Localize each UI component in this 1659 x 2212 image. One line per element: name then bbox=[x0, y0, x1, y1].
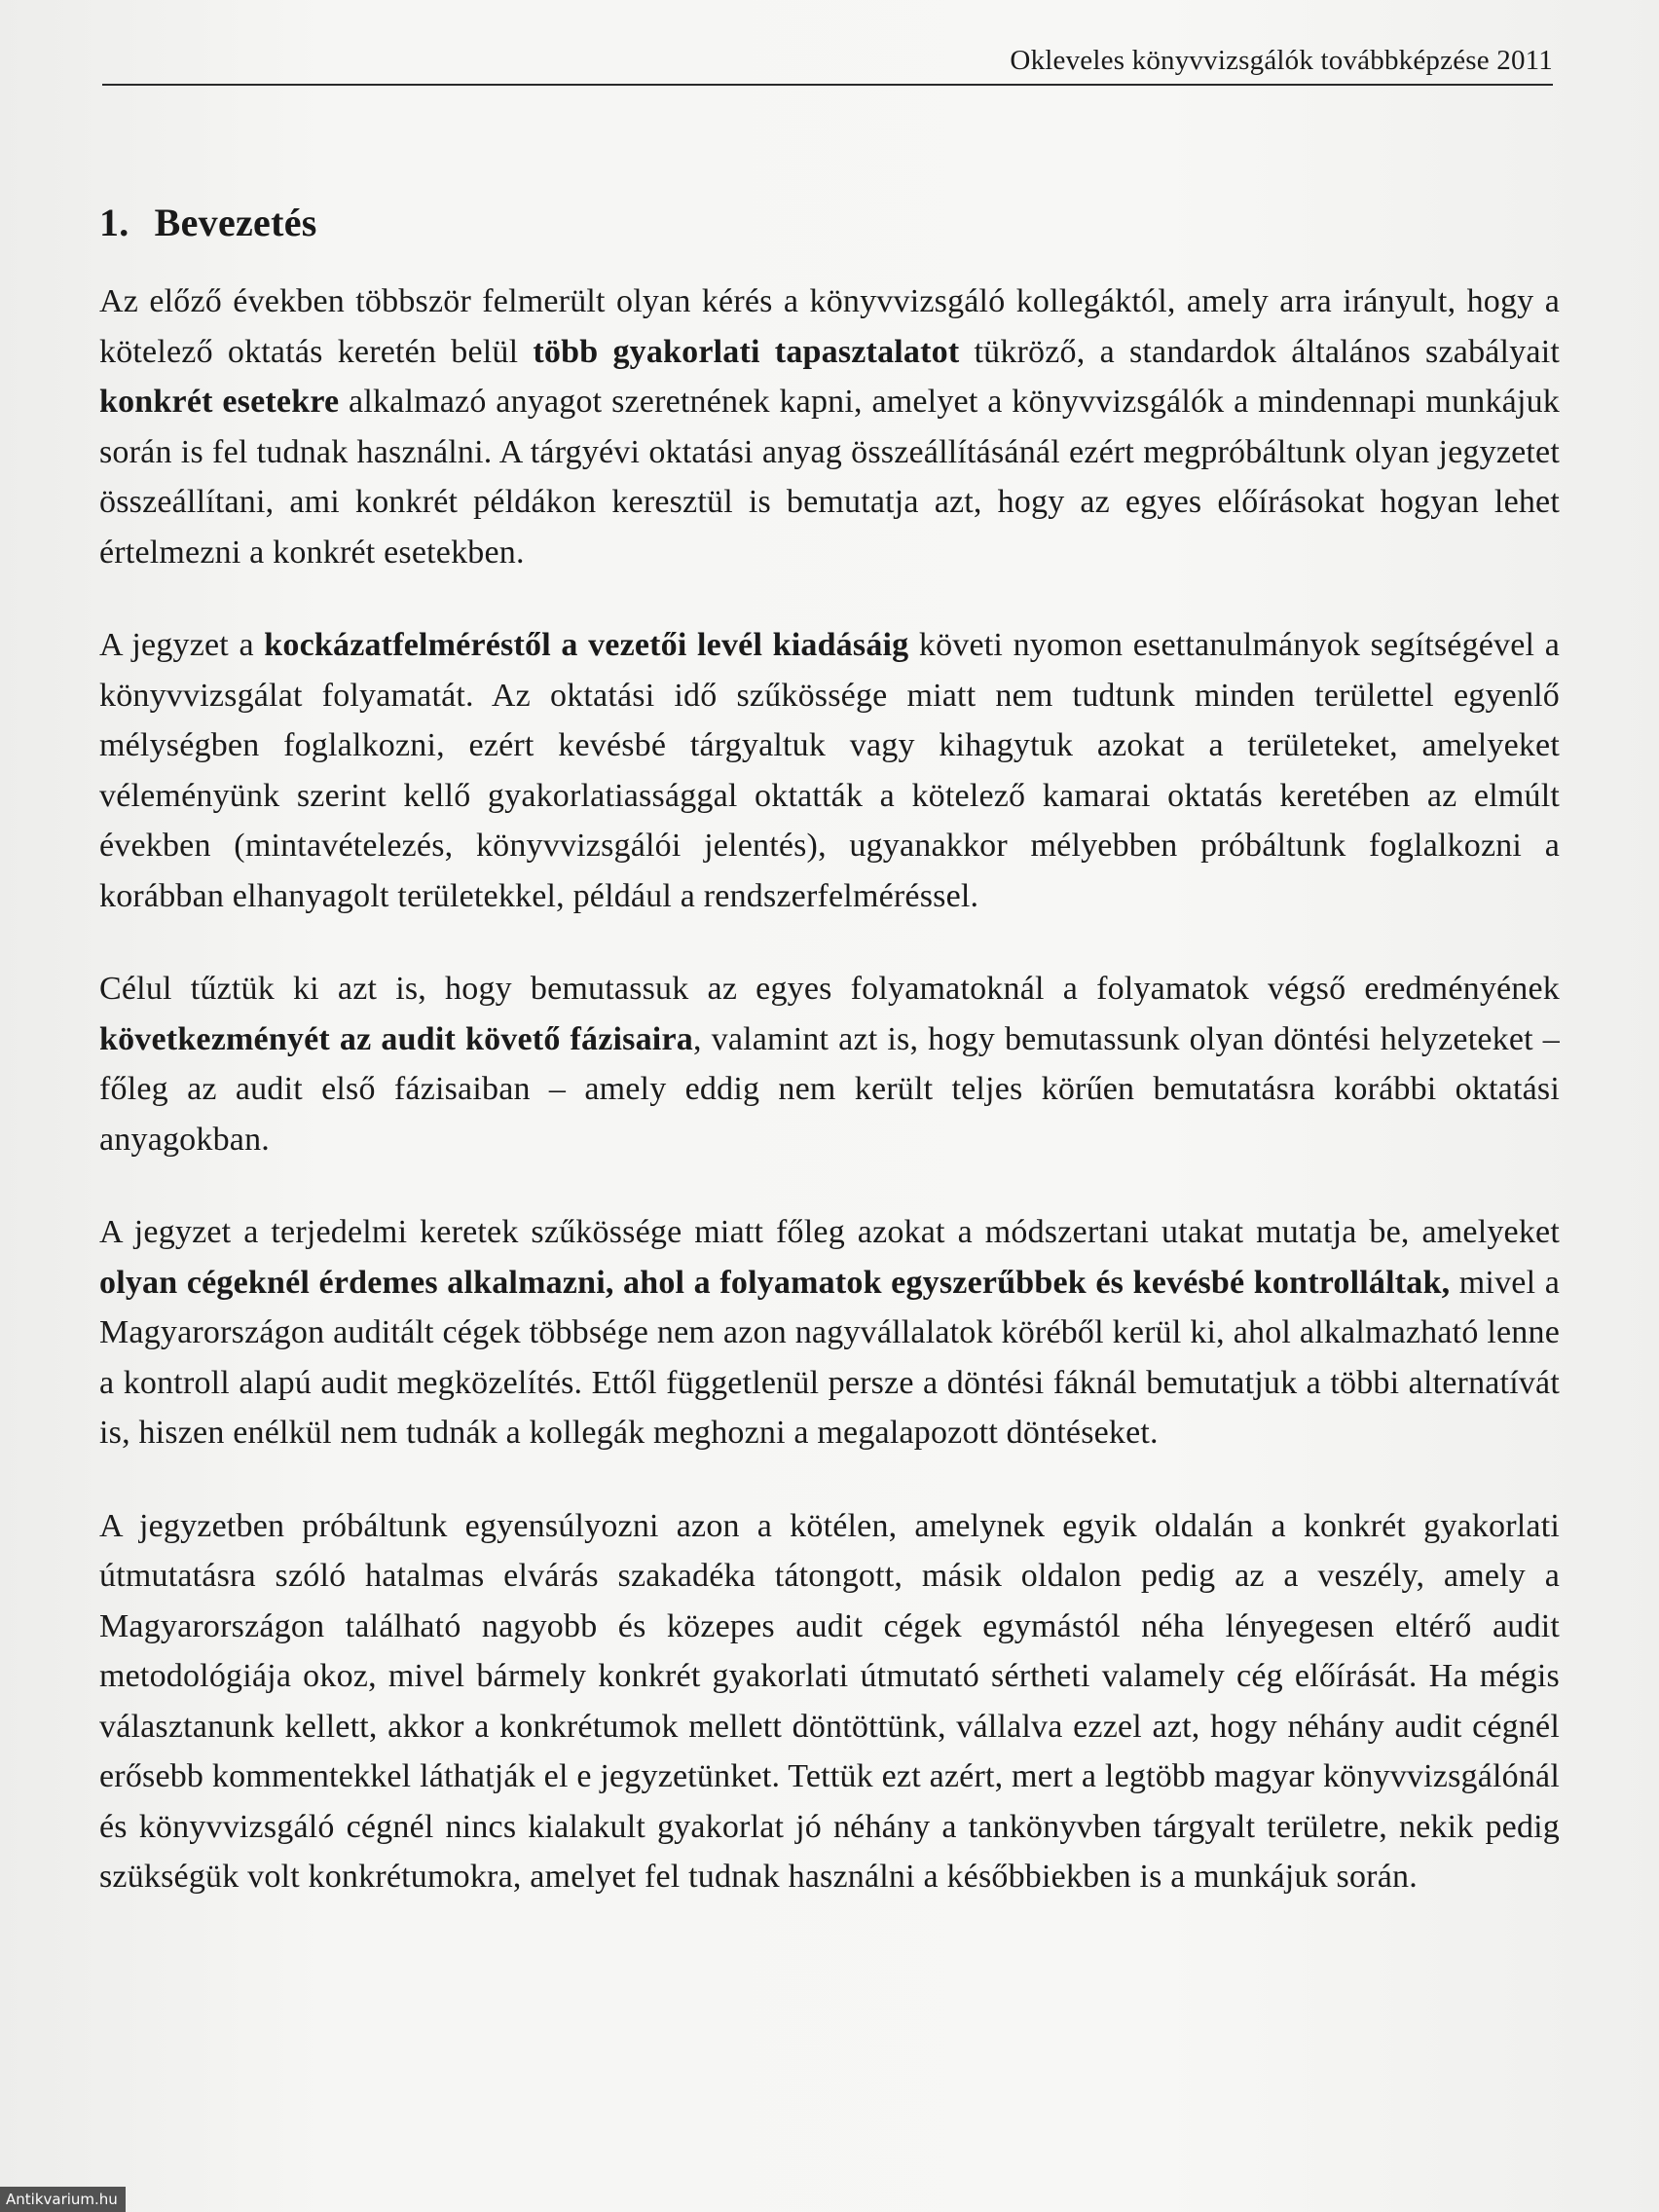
paragraph-1 bbox=[99, 276, 1560, 577]
paragraph-1-text: tükröző, a standardok általános szabályait bbox=[959, 333, 1560, 370]
paragraph-1-bold: több gyakorlati tapasztalatot bbox=[533, 333, 960, 370]
paragraph-1-text: Az előző években többször felmerült olyan kérés a könyvvizsgáló kollegáktól, amely arra irányult, hogy a kötelező oktatás keretén belül bbox=[99, 283, 1560, 370]
paragraph-3-bold: következményét az audit követő fázisaira bbox=[99, 1020, 693, 1057]
paragraph-2-text: követi nyomon esettanulmányok segítségével a könyvvizsgálat folyamatát. Az oktatási idő szűkössége miatt nem tudtunk minden területtel egyenlő mélységben foglalkozni, ezért kevésbé tárgyaltuk vagy kihagytuk azokat a területeket, amelyeket véleményünk szerint kellő gyakorlatiassággal oktatták a kötelező kamarai oktatás keretében az elmúlt években (mintavételezés, könyvvizsgálói jelentés), ugyanakkor mélyebben próbáltunk foglalkozni a korábban elhanyagolt területekkel, például a rendszerfelméréssel. bbox=[99, 627, 1560, 914]
paragraph-3-text: , valamint azt is, hogy bemutassunk olyan döntési helyzeteket – főleg az audit első fázisaiban – amely eddig nem került teljes körűen bemutatásra korábbi oktatási anyagokban. bbox=[99, 1020, 1560, 1158]
running-header bbox=[102, 39, 1553, 86]
paragraph-4 bbox=[99, 1207, 1560, 1458]
paragraph-1-bold: konkrét esetekre bbox=[99, 384, 340, 420]
section-heading bbox=[99, 200, 1560, 245]
paragraph-1-text: alkalmazó anyagot szeretnének kapni, amelyet a könyvvizsgálók a mindennapi munkájuk során is fel tudnak használni. A tárgyévi oktatási anyag összeállításánál ezért megpróbáltunk olyan jegyzetet összeállítani, ami konkrét példákon keresztül is bemutatja azt, hogy az egyes előírásokat hogyan lehet értelmezni a konkrét esetekben. bbox=[99, 384, 1561, 571]
paragraph-2 bbox=[99, 620, 1560, 921]
paragraph-2-bold: kockázatfelméréstől a vezetői levél kiadásáig bbox=[264, 627, 909, 663]
paragraph-5-text: A jegyzetben próbáltunk egyensúlyozni azon a kötélen, amelynek egyik oldalán a konkrét gyakorlati útmutatásra szóló hatalmas elvárás szakadéka tátongott, másik oldalon pedig az a veszély, amely a Magyarországon található nagyobb és közepes audit cégek egymástól néha lényegesen eltérő audit metodológiája okoz, mivel bármely konkrét gyakorlati útmutató sértheti valamely cég előírását. Ha mégis választanunk kellett, akkor a konkrétumok mellett döntöttünk, vállalva ezzel azt, hogy néhány audit cégnél erősebb kommentekkel láthatják el e jegyzetünket. Tettük ezt azért, mert a legtöbb magyar könyvvizsgálónál és könyvvizsgáló cégnél nincs kialakult gyakorlat jó néhány a tankönyvben tárgyalt területre, nekik pedig szükségük volt konkrétumokra, amelyet fel tudnak használni a későbbiekben is a munkájuk során. bbox=[99, 1507, 1560, 1895]
paragraph-3 bbox=[99, 964, 1560, 1164]
running-header-title: Okleveles könyvvizsgálók továbbképzése 2011 bbox=[1010, 45, 1553, 76]
paragraph-5 bbox=[99, 1501, 1560, 1902]
paragraph-2-text: A jegyzet a bbox=[99, 627, 265, 663]
page-content bbox=[99, 200, 1560, 1945]
paragraph-3-text: Célul tűztük ki azt is, hogy bemutassuk az egyes folyamatoknál a folyamatok végső eredményének bbox=[99, 971, 1560, 1007]
section-number: 1. bbox=[99, 201, 129, 244]
paragraph-4-text: A jegyzet a terjedelmi keretek szűkössége miatt főleg azokat a módszertani utakat mutatja be, amelyeket bbox=[99, 1214, 1560, 1250]
site-watermark: Antikvarium.hu bbox=[0, 2187, 126, 2212]
paragraph-4-bold: olyan cégeknél érdemes alkalmazni, ahol a folyamatok egyszerűbbek és kevésbé kontrolláltak, bbox=[99, 1264, 1451, 1301]
paragraph-4-text: mivel a Magyarországon auditált cégek többsége nem azon nagyvállalatok köréből kerül ki, ahol alkalmazható lenne a kontroll alapú audit megközelítés. Ettől függetlenül persze a döntési fáknál bemutatjuk a többi alternatívát is, hiszen enélkül nem tudnák a kollegák meghozni a megalapozott döntéseket. bbox=[99, 1264, 1560, 1451]
section-title: Bevezetés bbox=[154, 201, 317, 244]
